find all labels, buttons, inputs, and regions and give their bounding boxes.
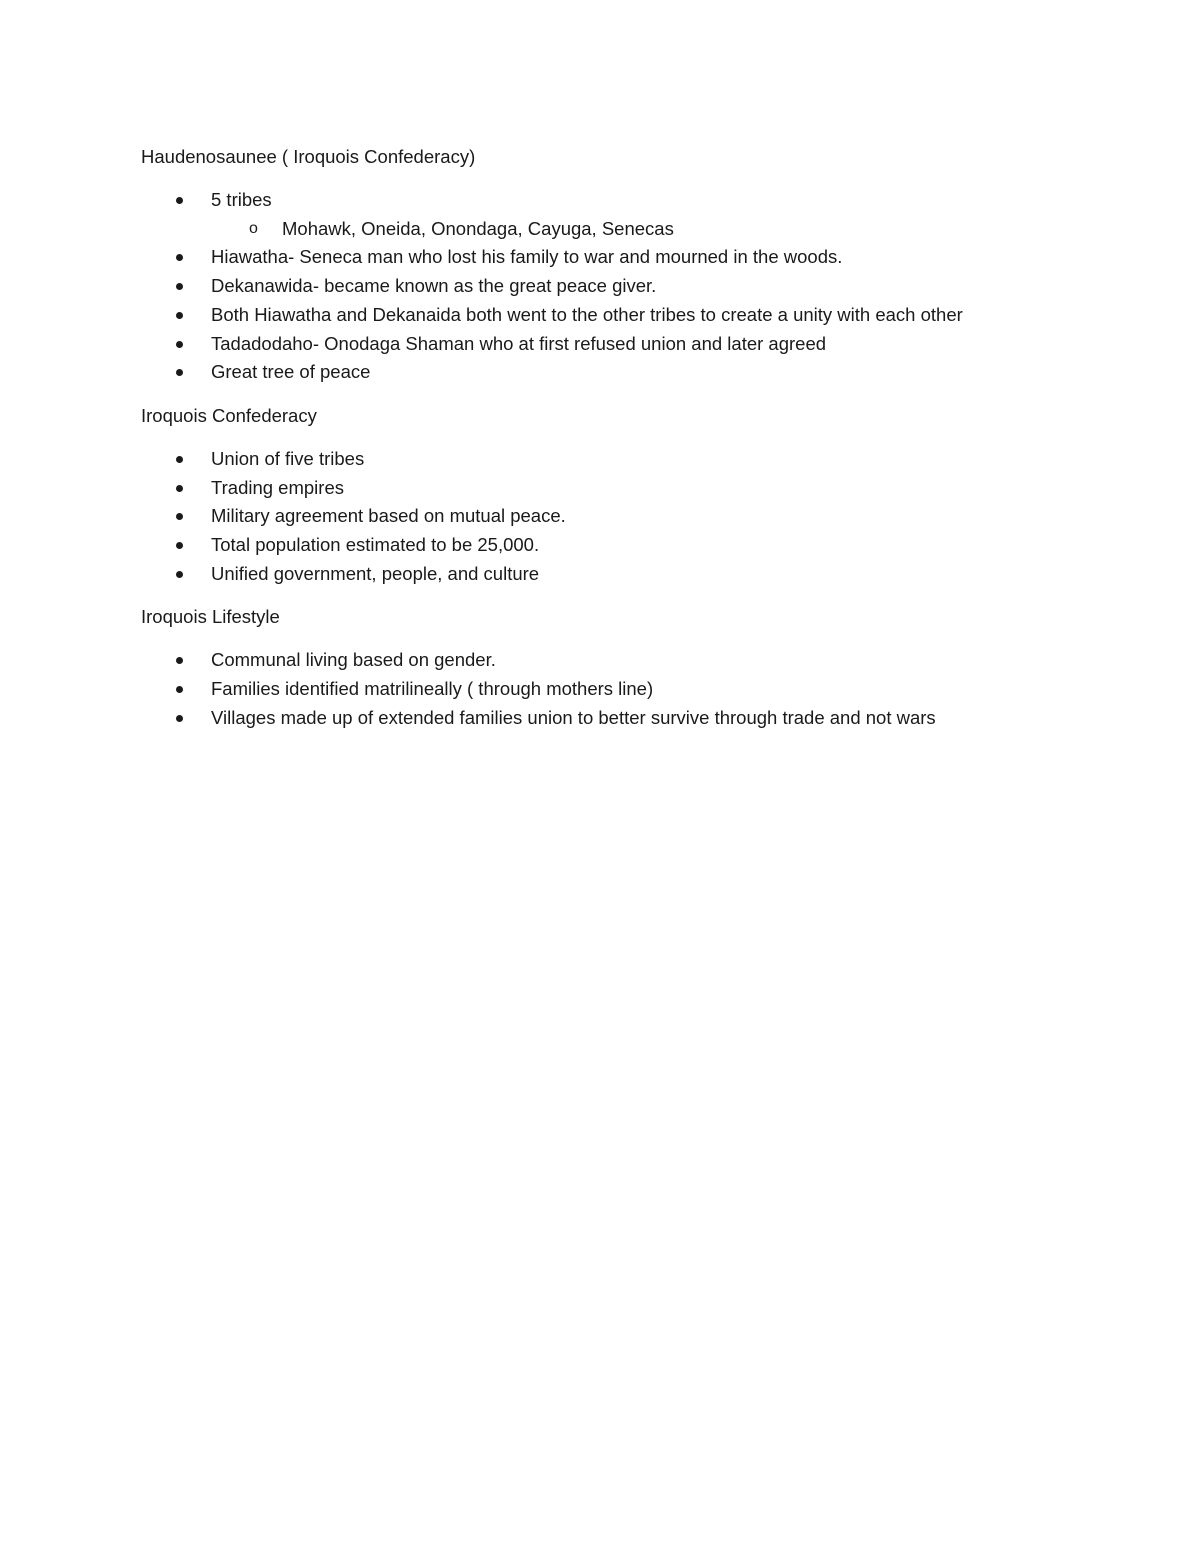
section-iroquois-confederacy (141, 402, 1101, 589)
list-item (141, 502, 1101, 531)
list-item (141, 186, 1101, 243)
section-haudenosaunee (141, 143, 1101, 387)
bullet-icon (176, 283, 183, 290)
sub-list-item-text: Mohawk, Oneida, Onondaga, Cayuga, Senecas (282, 217, 674, 239)
bullet-icon (176, 513, 183, 520)
list-item (141, 358, 1101, 387)
list-item-text: Families identified matrilineally ( through mothers line) (211, 678, 654, 700)
bullet-icon (176, 254, 183, 261)
bullet-icon (176, 485, 183, 492)
bullet-list (141, 186, 1101, 387)
bullet-icon (176, 312, 183, 319)
list-item-text: Total population estimated to be 25,000. (211, 534, 540, 556)
bullet-icon (176, 657, 183, 664)
list-item (141, 301, 1101, 330)
list-item-text: 5 tribes (211, 189, 272, 210)
list-item (141, 560, 1101, 589)
bullet-icon (176, 369, 183, 376)
list-item (141, 646, 1101, 675)
list-item (141, 704, 1101, 733)
sub-list (211, 215, 1101, 244)
list-item (141, 445, 1101, 474)
bullet-icon (176, 456, 183, 463)
list-item-text: Both Hiawatha and Dekanaida both went to the other tribes to create a unity with each other (211, 303, 963, 325)
list-item-text: Union of five tribes (211, 447, 365, 469)
bullet-icon (176, 686, 183, 693)
list-item-text: Unified government, people, and culture (211, 562, 540, 584)
sub-list-item (211, 215, 1101, 244)
document-content (141, 143, 1101, 748)
section-heading: Iroquois Confederacy (141, 404, 317, 426)
section-heading: Haudenosaunee ( Iroquois Confederacy) (141, 146, 476, 167)
list-item-text: Tadadodaho- Onodaga Shaman who at first refused union and later agreed (211, 332, 827, 354)
bullet-icon (176, 715, 183, 722)
bullet-icon (176, 571, 183, 578)
bullet-list (141, 445, 1101, 589)
list-item-text: Trading empires (211, 476, 344, 498)
list-item-text: Hiawatha- Seneca man who lost his family to war and mourned in the woods. (211, 246, 843, 268)
list-item (141, 531, 1101, 560)
list-item (141, 243, 1101, 272)
section-heading: Iroquois Lifestyle (141, 606, 280, 628)
list-item (141, 272, 1101, 301)
bullet-list (141, 646, 1101, 732)
bullet-icon (176, 542, 183, 549)
list-item (141, 474, 1101, 503)
bullet-icon (176, 197, 183, 204)
sub-bullet-icon: o (249, 219, 258, 237)
list-item (141, 675, 1101, 704)
list-item-text: Dekanawida- became known as the great peace giver. (211, 275, 657, 297)
list-item-text: Military agreement based on mutual peace. (211, 505, 566, 527)
section-iroquois-lifestyle (141, 603, 1101, 732)
bullet-icon (176, 341, 183, 348)
list-item-text: Great tree of peace (211, 361, 371, 383)
list-item-text: Communal living based on gender. (211, 649, 496, 671)
list-item-text: Villages made up of extended families union to better survive through trade and not wars (211, 706, 936, 728)
list-item (141, 330, 1101, 359)
